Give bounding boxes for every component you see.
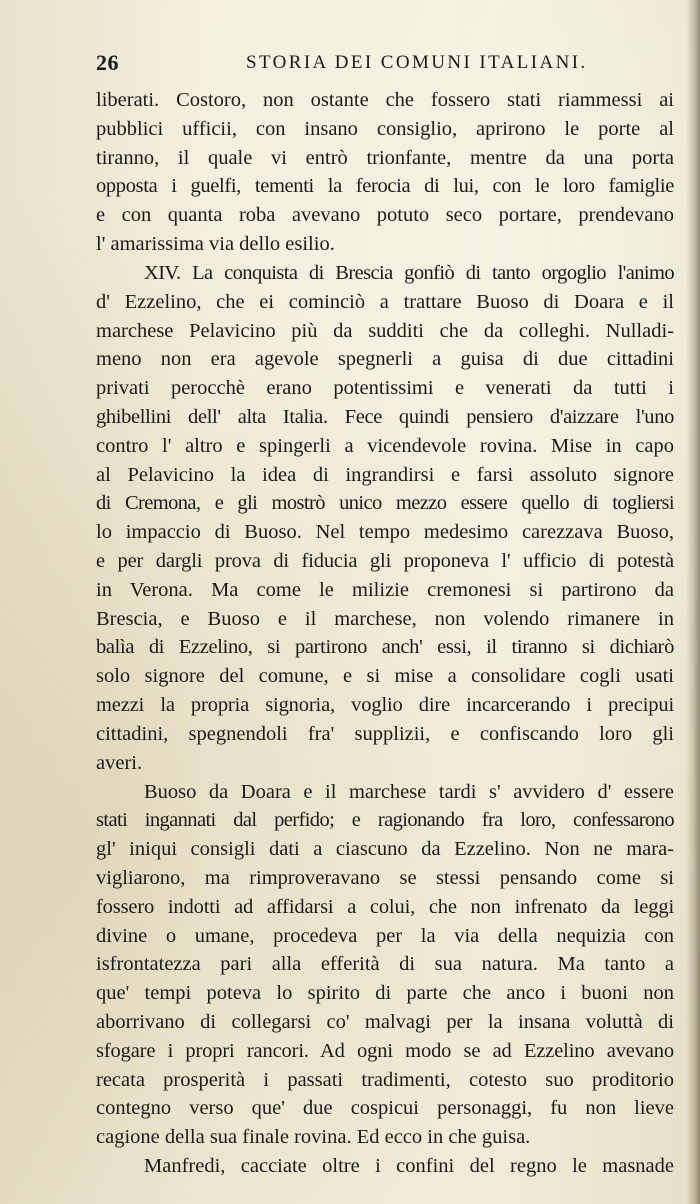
text-line: privati perocchè erano potentissimi e venerati da tutti i	[96, 377, 674, 400]
text-line: divine o umane, procedeva per la via della nequizia con	[96, 924, 674, 947]
page-gutter-shadow	[686, 0, 700, 1204]
text-line: ghibellini dell' alta Italia. Fece quindi pensiero d'aizzare l'uno	[96, 405, 674, 428]
text-line: contro l' altro e spingerli a vicendevole rovina. Mise in capo	[96, 434, 674, 457]
page-header	[96, 50, 672, 80]
text-line: e con quanta roba avevano potuto seco portare, prendevano	[96, 204, 674, 227]
paragraph-start-line: Manfredi, cacciate oltre i confini del regno le masnade	[144, 1155, 674, 1178]
text-line: marchese Pelavicino più da sudditi che da colleghi. Nulladi-	[96, 319, 674, 342]
text-line: cittadini, spegnendoli fra' supplizii, e confiscando loro gli	[96, 722, 674, 745]
text-line: cagione della sua finale rovina. Ed ecco in che guisa.	[96, 1126, 531, 1149]
text-line: di Cremona, e gli mostrò unico mezzo essere quello di togliersi	[96, 492, 674, 515]
text-line: e per dargli prova di fiducia gli proponeva l' ufficio di potestà	[96, 550, 674, 572]
text-line: mezzi la propria signoria, voglio dire incarcerando i precipui	[96, 694, 674, 717]
text-line: meno non era agevole spegnerli a guisa di due cittadini	[96, 348, 674, 371]
text-line: isfrontatezza pari alla efferità di sua natura. Ma tanto a	[96, 953, 674, 976]
paragraph-start-line: Buoso da Doara e il marchese tardi s' avvidero d' essere	[144, 780, 674, 803]
text-line: opposta i guelfi, tementi la ferocia di lui, con le loro famiglie	[96, 175, 674, 198]
text-line: balìa di Ezzelino, si partirono anch' essi, il tiranno si dichiarò	[96, 636, 674, 659]
text-line: d' Ezzelino, che ei cominciò a trattare Buoso di Doara e il	[96, 290, 674, 313]
body-text	[96, 86, 674, 1181]
text-line: recata prosperità i passati tradimenti, cotesto suo proditorio	[96, 1068, 674, 1091]
text-line: l' amarissima via dello esilio.	[96, 233, 335, 256]
text-line: vigliarono, ma rimproveravano se stessi pensando come si	[96, 866, 674, 889]
text-line: contegno verso que' due cospicui personaggi, fu non lieve	[96, 1097, 674, 1120]
running-title: STORIA DEI COMUNI ITALIANI.	[246, 52, 588, 73]
text-line: liberati. Costoro, non ostante che fossero stati riammessi ai	[96, 89, 674, 111]
text-line: lo impaccio di Buoso. Nel tempo medesimo carezzava Buoso,	[96, 521, 674, 544]
text-line: tiranno, il quale vi entrò trionfante, mentre da una porta	[96, 146, 674, 169]
paragraph-start-line: XIV. La conquista di Brescia gonfiò di tanto orgoglio l'animo	[144, 261, 674, 284]
text-line: aborrivano di collegarsi co' malvagi per la insana voluttà di	[96, 1011, 674, 1033]
text-line: stati ingannati dal perfido; e ragionando fra loro, confessarono	[96, 809, 674, 832]
text-line: Brescia, e Buoso e il marchese, non volendo rimanere in	[96, 607, 674, 630]
text-line: in Verona. Ma come le milizie cremonesi si partirono da	[96, 578, 674, 601]
page-number: 26	[96, 50, 119, 75]
text-line: fossero indotti ad affidarsi a colui, che non infrenato da leggi	[96, 895, 674, 918]
text-line: averi.	[96, 751, 143, 774]
text-line: gl' iniqui consigli dati a ciascuno da Ezzelino. Non ne mara-	[96, 838, 674, 861]
text-line: que' tempi poteva lo spirito di parte che anco i buoni non	[96, 982, 674, 1005]
text-line: sfogare i propri rancori. Ad ogni modo se ad Ezzelino avevano	[96, 1039, 674, 1062]
text-line: al Pelavicino la idea di ingrandirsi e farsi assoluto signore	[96, 463, 674, 486]
text-line: solo signore del comune, e si mise a consolidare cogli usati	[96, 665, 674, 688]
text-line: pubblici ufficii, con insano consiglio, aprirono le porte al	[96, 117, 674, 140]
